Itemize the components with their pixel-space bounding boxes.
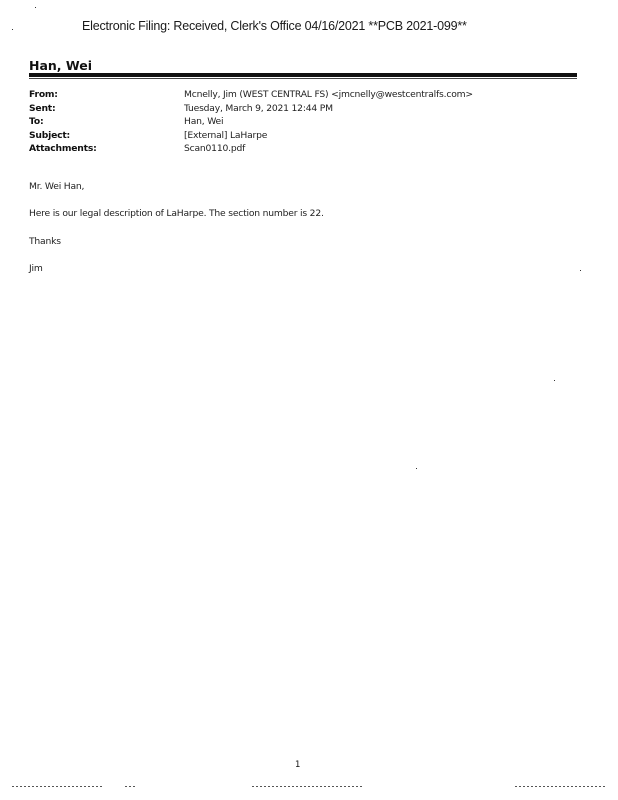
mailbox-owner: Han, Wei — [29, 58, 93, 73]
closing: Thanks — [29, 236, 61, 247]
email-headers — [29, 88, 589, 156]
attachment-file: Scan0110.pdf — [184, 143, 246, 154]
from-value: Mcnelly, Jim (WEST CENTRAL FS) <jmcnelly@westcentralfs.com> — [184, 89, 473, 100]
scan-speck — [416, 468, 417, 469]
subject-row — [29, 129, 589, 143]
from-row — [29, 88, 589, 102]
header-rule-thin — [29, 78, 577, 79]
scan-artifact — [252, 786, 362, 787]
scan-speck — [35, 7, 36, 8]
scan-speck — [580, 270, 581, 271]
scan-speck — [12, 29, 13, 30]
sent-value: Tuesday, March 9, 2021 12:44 PM — [184, 102, 333, 114]
to-value: Han, Wei — [184, 116, 224, 127]
sent-row — [29, 102, 589, 116]
subject-value: [External] LaHarpe — [184, 129, 268, 141]
to-row — [29, 115, 589, 129]
from-label: From: — [29, 89, 58, 100]
page-number: 1 — [295, 760, 301, 770]
header-rule — [29, 73, 577, 77]
to-label: To: — [29, 116, 44, 127]
message-text: Here is our legal description of LaHarpe. The section number is 22. — [29, 208, 324, 219]
greeting: Mr. Wei Han, — [29, 181, 85, 192]
scan-speck — [554, 380, 555, 381]
sent-label: Sent: — [29, 102, 56, 114]
scan-artifact — [125, 786, 137, 787]
filing-stamp: Electronic Filing: Received, Clerk's Office 04/16/2021 **PCB 2021-099** — [82, 19, 467, 33]
signature: Jim — [29, 263, 43, 274]
scan-artifact — [12, 786, 102, 787]
attachments-label: Attachments: — [29, 143, 97, 154]
scan-artifact — [515, 786, 605, 787]
attachments-row — [29, 142, 589, 156]
subject-label: Subject: — [29, 129, 71, 141]
